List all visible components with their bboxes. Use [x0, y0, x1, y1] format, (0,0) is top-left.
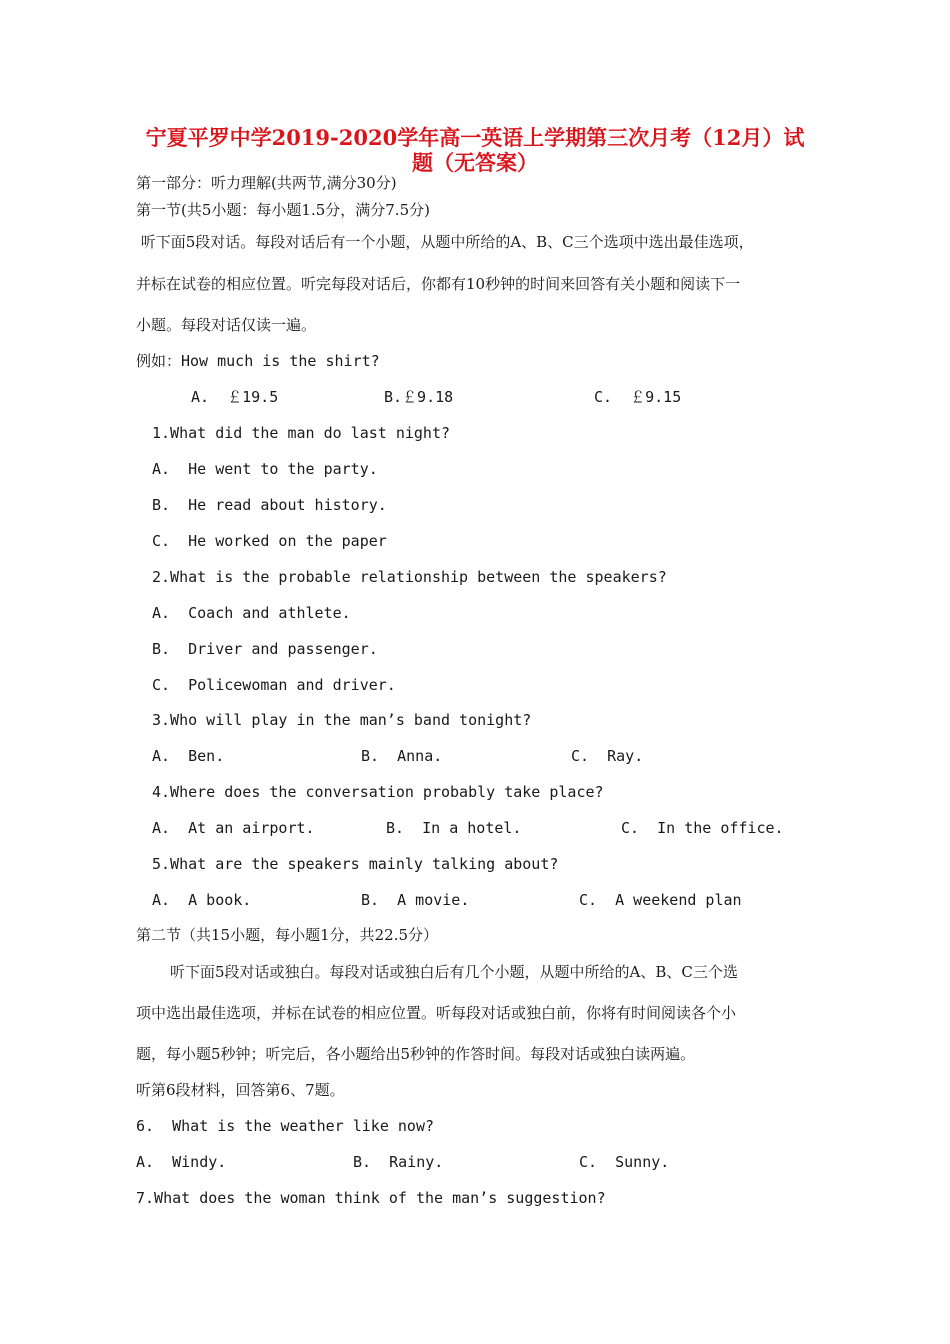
example-option-a: A. ￡19.5 [191, 388, 279, 406]
question-4-option-b: B. In a hotel. [386, 819, 522, 837]
question-6: 6. What is the weather like now? [136, 1117, 435, 1135]
question-5-option-a: A. A book. [152, 891, 252, 909]
part1-heading: 第一部分：听力理解(共两节,满分30分) [136, 174, 397, 192]
example-question: 例如：How much is the shirt? [136, 352, 380, 370]
question-3-option-b: B. Anna. [361, 747, 443, 765]
question-1-option-c: C. He worked on the paper [152, 532, 387, 550]
question-1: 1.What did the man do last night? [152, 424, 451, 442]
question-4-option-a: A. At an airport. [152, 819, 315, 837]
question-2-option-b: B. Driver and passenger. [152, 640, 378, 658]
question-6-option-c: C. Sunny. [579, 1153, 670, 1171]
question-3-option-a: A. Ben. [152, 747, 225, 765]
section2-heading: 第二节（共15小题，每小题1分，共22.5分） [136, 926, 439, 944]
instruction-line: 小题。每段对话仅读一遍。 [136, 316, 317, 334]
question-4: 4.Where does the conversation probably take place? [152, 783, 604, 801]
question-2-option-c: C. Policewoman and driver. [152, 676, 396, 694]
example-option-b: B.￡9.18 [384, 388, 454, 406]
question-6-option-a: A. Windy. [136, 1153, 227, 1171]
section2-instruction-line: 题，每小题5秒钟；听完后，各小题给出5秒钟的作答时间。每段对话或独白读两遍。 [136, 1045, 696, 1063]
question-2-option-a: A. Coach and athlete. [152, 604, 351, 622]
example-option-c: C. ￡9.15 [594, 388, 682, 406]
page-title: 宁夏平罗中学2019-2020学年高一英语上学期第三次月考（12月）试 [145, 125, 805, 150]
section2-instruction-line: 听下面5段对话或独白。每段对话或独白后有几个小题，从题中所给的A、B、C三个选 [170, 963, 738, 981]
page-title-continued: 题（无答案） [412, 150, 538, 175]
question-7: 7.What does the woman think of the man’s suggestion? [136, 1189, 606, 1207]
question-3: 3.Who will play in the man’s band tonight? [152, 711, 532, 729]
section1-heading: 第一节(共5小题：每小题1.5分，满分7.5分) [136, 201, 430, 219]
material-6-note: 听第6段材料，回答第6、7题。 [136, 1081, 345, 1099]
section2-instruction-line: 项中选出最佳选项，并标在试卷的相应位置。听每段对话或独白前，你将有时间阅读各个小 [136, 1004, 737, 1022]
instruction-line: 并标在试卷的相应位置。听完每段对话后，你都有10秒钟的时间来回答有关小题和阅读下一 [136, 275, 741, 293]
question-4-option-c: C. In the office. [621, 819, 784, 837]
question-1-option-a: A. He went to the party. [152, 460, 378, 478]
question-5-option-b: B. A movie. [361, 891, 470, 909]
instruction-line: 听下面5段对话。每段对话后有一个小题，从题中所给的A、B、C三个选项中选出最佳选项， [136, 233, 754, 251]
question-3-option-c: C. Ray. [571, 747, 644, 765]
question-1-option-b: B. He read about history. [152, 496, 387, 514]
question-5-option-c: C. A weekend plan [579, 891, 742, 909]
question-6-option-b: B. Rainy. [353, 1153, 444, 1171]
question-5: 5.What are the speakers mainly talking about? [152, 855, 559, 873]
question-2: 2.What is the probable relationship between the speakers? [152, 568, 667, 586]
